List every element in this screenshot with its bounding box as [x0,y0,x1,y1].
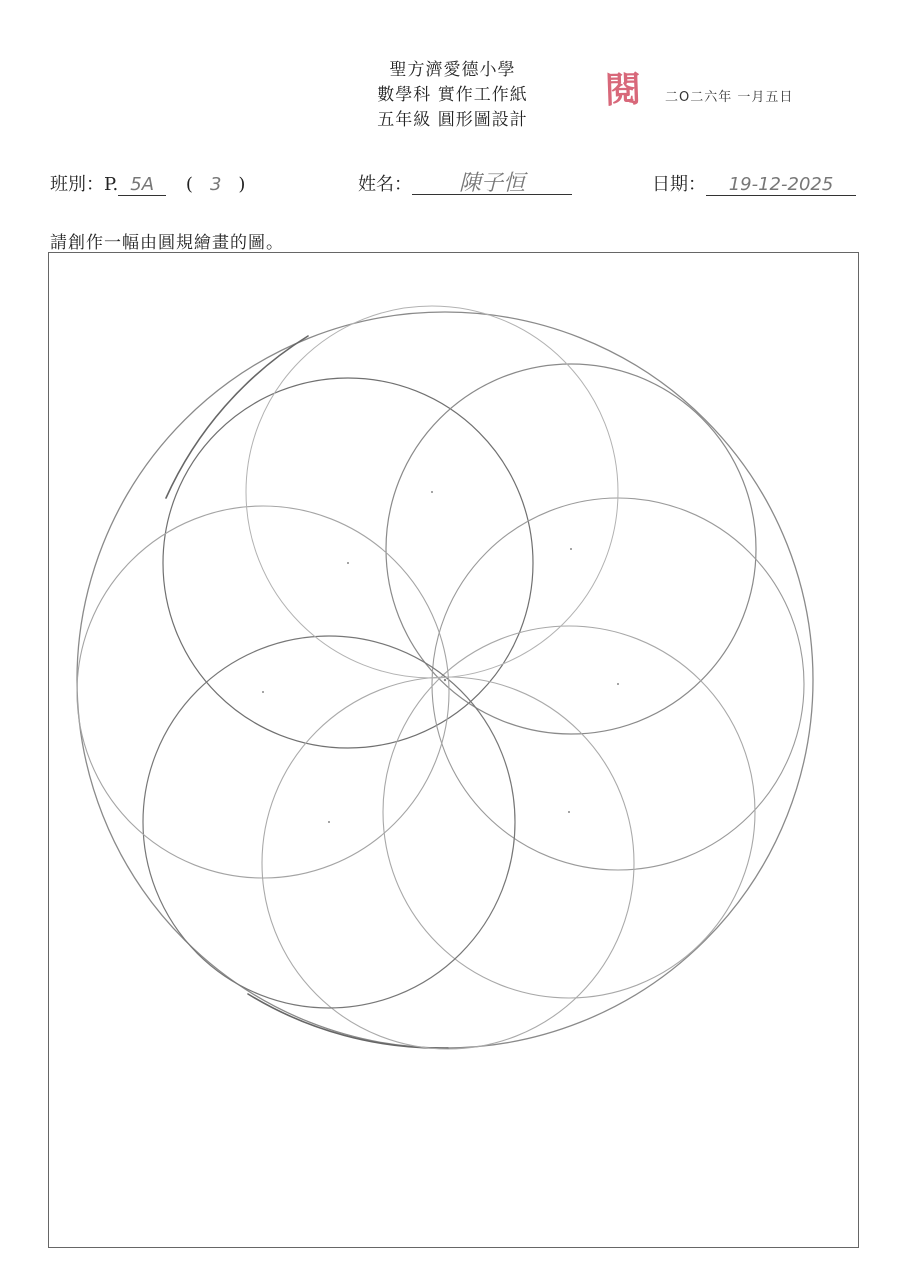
compass-drawing [48,252,858,1247]
date-value: 19-12-2025 [706,175,856,196]
petal-circle-5 [262,677,634,1049]
review-date: 二O二六年 一月五日 [665,90,794,105]
number-close: ) [238,174,246,195]
number-value: 3 [209,174,222,195]
class-field [50,170,245,196]
reviewed-stamp: 閱 [604,69,642,112]
worksheet-title: 數學科 實作工作紙 [377,85,528,105]
name-field [358,170,572,196]
name-value: 陳子恒 [412,174,572,195]
number-open: ( [185,174,193,195]
instruction-text: 請創作一幅由圓規繪畫的圖。 [50,233,284,253]
worksheet-topic: 五年級 圓形圖設計 [377,110,528,130]
class-label: 班別：P. [50,174,119,195]
compass-points [262,491,619,823]
name-label: 姓名： [358,174,412,195]
class-value: 5A [118,175,166,196]
date-label: 日期： [652,174,706,195]
date-field [652,170,856,196]
school-name: 聖方濟愛德小學 [389,60,516,80]
